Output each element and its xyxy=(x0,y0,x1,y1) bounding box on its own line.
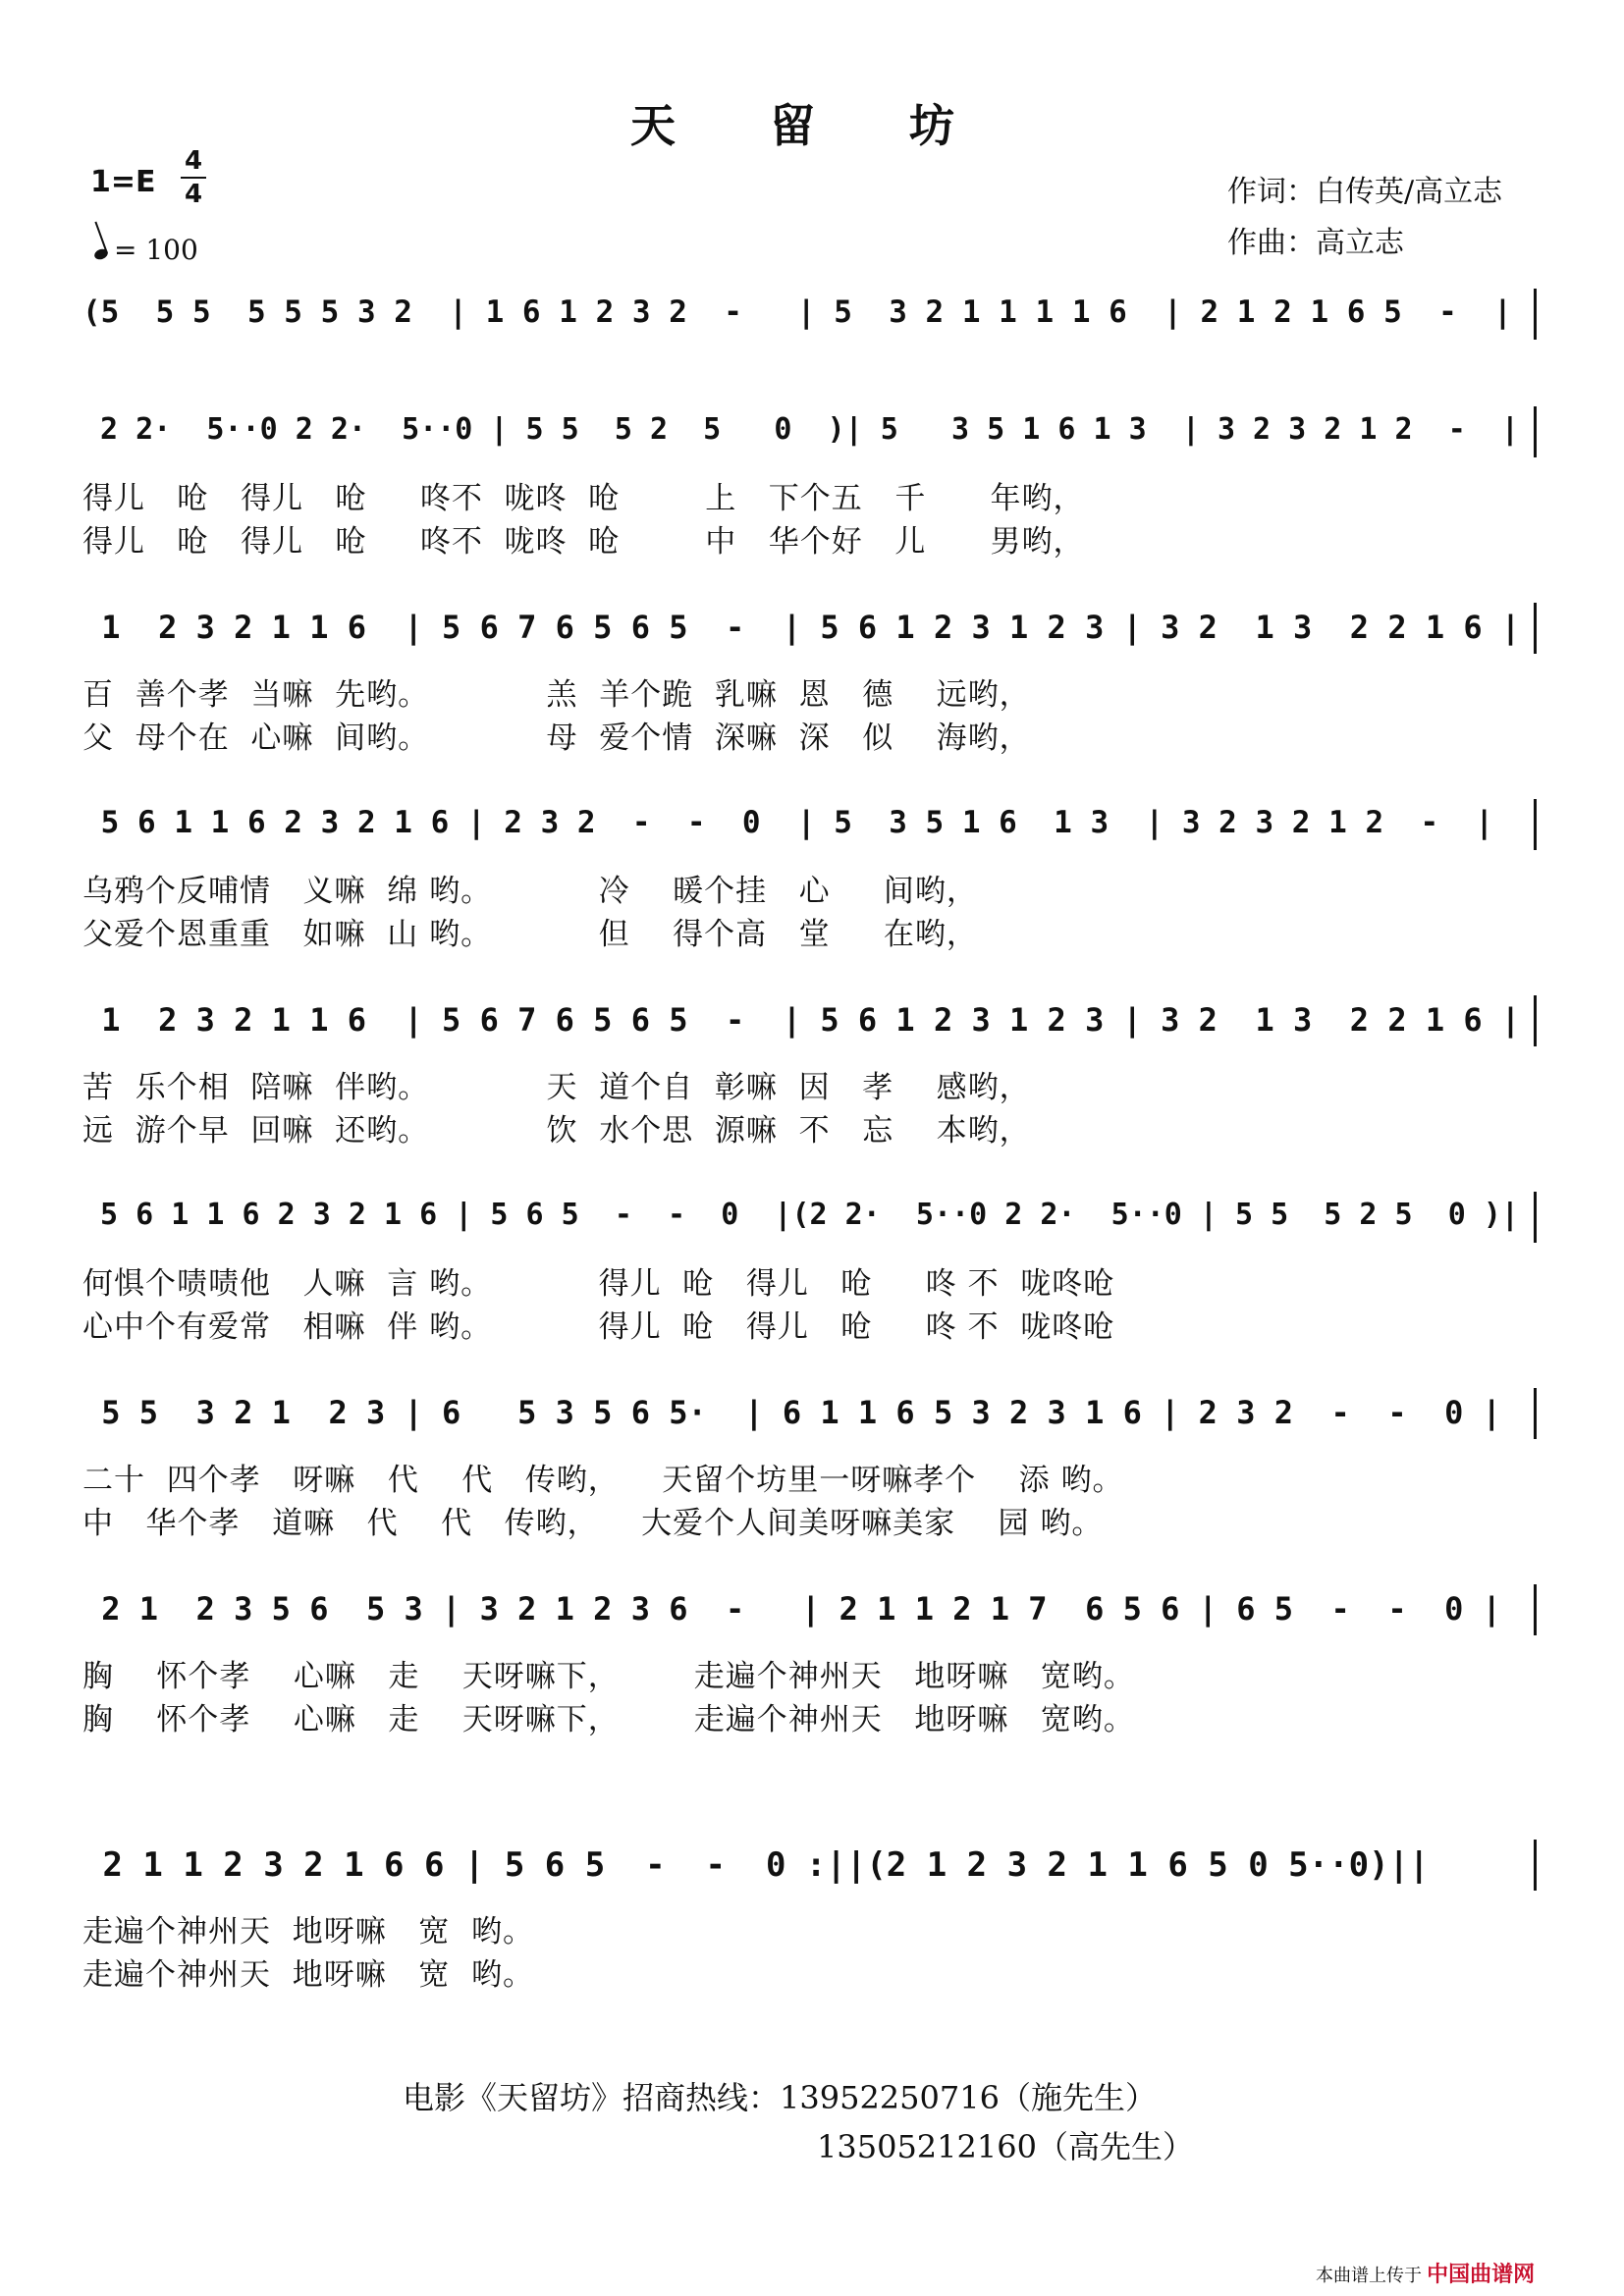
lyrics-verse-2: 胸 怀个孝 心嘛 走 天呀嘛下， 走遍个神州天 地呀嘛 宽哟。 xyxy=(82,1702,1135,1737)
quarter-note-icon xyxy=(93,247,110,261)
notation-line: 2 1 1 2 3 2 1 6 6 | 5 6 5 - - 0 :||(2 1 2 3 2 1 1 6 5 0 5··0)|| xyxy=(82,1845,1430,1885)
key-signature: 1=E xyxy=(90,165,156,199)
lyrics-verse-2: 父爱个恩重重 如嘛 山 哟。 但 得个高 堂 在哟， xyxy=(82,917,978,952)
notation-line: 5 6 1 1 6 2 3 2 1 6 | 2 3 2 - - 0 | 5 3 5 1 6 1 3 | 3 2 3 2 1 2 - | xyxy=(82,805,1494,840)
notation-line: (5 5 5 5 5 5 3 2 | 1 6 1 2 3 2 - | 5 3 2 1 1 1 1 6 | 2 1 2 1 6 5 - | xyxy=(82,294,1512,330)
barline xyxy=(1534,1584,1537,1635)
barline xyxy=(1534,406,1537,457)
composer-credit: 作曲：高立志 xyxy=(1227,226,1404,260)
lyrics-verse-1: 得儿 呛 得儿 呛 咚不 咙咚 呛 上 下个五 千 年哟， xyxy=(82,481,1085,516)
lyrics-verse-2: 得儿 呛 得儿 呛 咚不 咙咚 呛 中 华个好 儿 男哟， xyxy=(82,524,1085,560)
song-title: 天 留 坊 xyxy=(629,99,995,152)
lyricist-credit: 作词：白传英/高立志 xyxy=(1227,175,1503,209)
barline xyxy=(1534,799,1537,850)
lyrics-verse-1: 二十 四个孝 呀嘛 代 代 传哟， 天留个坊里一呀嘛孝个 添 哟。 xyxy=(82,1463,1124,1498)
time-signature-bottom: 4 xyxy=(184,180,203,209)
lyrics-verse-1: 何惧个啧啧他 人嘛 言 哟。 得儿 呛 得儿 呛 咚 不 咙咚呛 xyxy=(82,1266,1115,1302)
barline xyxy=(1534,1388,1537,1439)
footer-hotline-second: 13505212160（高先生） xyxy=(817,2128,1194,2165)
time-signature-top: 4 xyxy=(184,146,203,176)
watermark xyxy=(1316,2258,1535,2288)
barline xyxy=(1534,289,1537,340)
lyrics-verse-1: 胸 怀个孝 心嘛 走 天呀嘛下， 走遍个神州天 地呀嘛 宽哟。 xyxy=(82,1659,1135,1694)
lyrics-verse-1: 乌鸦个反哺情 义嘛 绵 哟。 冷 暖个挂 心 间哟， xyxy=(82,874,978,909)
lyrics-verse-2: 中 华个孝 道嘛 代 代 传哟， 大爱个人间美呀嘛美家 园 哟。 xyxy=(82,1506,1104,1541)
barline xyxy=(1534,603,1537,654)
notation-line: 1 2 3 2 1 1 6 | 5 6 7 6 5 6 5 - | 5 6 1 2 3 1 2 3 | 3 2 1 3 2 2 1 6 | xyxy=(82,609,1521,646)
notation-line: 5 5 3 2 1 2 3 | 6 5 3 5 6 5· | 6 1 1 6 5 3 2 3 1 6 | 2 3 2 - - 0 | xyxy=(82,1394,1501,1431)
lyrics-verse-2: 远 游个早 回嘛 还哟。 饮 水个思 源嘛 不 忘 本哟， xyxy=(82,1113,1031,1148)
lyrics-verse-2: 父 母个在 心嘛 间哟。 母 爱个情 深嘛 深 似 海哟， xyxy=(82,721,1031,756)
notation-line: 2 1 2 3 5 6 5 3 | 3 2 1 2 3 6 - | 2 1 1 2 1 7 6 5 6 | 6 5 - - 0 | xyxy=(82,1590,1501,1628)
lyrics-verse-2: 心中个有爱常 相嘛 伴 哟。 得儿 呛 得儿 呛 咚 不 咙咚呛 xyxy=(82,1309,1115,1345)
notation-line: 5 6 1 1 6 2 3 2 1 6 | 5 6 5 - - 0 |(2 2· 5··0 2 2· 5··0 | 5 5 5 2 5 0 )| xyxy=(82,1198,1519,1232)
tempo-value: = 100 xyxy=(114,234,198,266)
footer-hotline: 电影《天留坊》招商热线：13952250716（施先生） xyxy=(403,2079,1157,2116)
watermark-text: 本曲谱上传于 xyxy=(1316,2266,1422,2286)
time-signature xyxy=(179,145,208,210)
lyrics-verse-2: 走遍个神州天 地呀嘛 宽 哟。 xyxy=(82,1957,534,1993)
lyrics-verse-1: 百 善个孝 当嘛 先哟。 羔 羊个跪 乳嘛 恩 德 远哟， xyxy=(82,677,1031,713)
barline xyxy=(1534,995,1537,1046)
notation-line: 2 2· 5··0 2 2· 5··0 | 5 5 5 2 5 0 )| 5 3 5 1 6 1 3 | 3 2 3 2 1 2 - | xyxy=(82,412,1519,447)
barline xyxy=(1534,1192,1537,1243)
watermark-brand: 中国曲谱网 xyxy=(1427,2262,1536,2287)
notation-line: 1 2 3 2 1 1 6 | 5 6 7 6 5 6 5 - | 5 6 1 2 3 1 2 3 | 3 2 1 3 2 2 1 6 | xyxy=(82,1001,1521,1039)
lyrics-verse-1: 苦 乐个相 陪嘛 伴哟。 天 道个自 彰嘛 因 孝 感哟， xyxy=(82,1070,1031,1105)
lyrics-verse-1: 走遍个神州天 地呀嘛 宽 哟。 xyxy=(82,1914,534,1949)
barline xyxy=(1534,1840,1537,1891)
time-signature-divider xyxy=(181,177,206,179)
tempo-marking xyxy=(94,234,198,266)
